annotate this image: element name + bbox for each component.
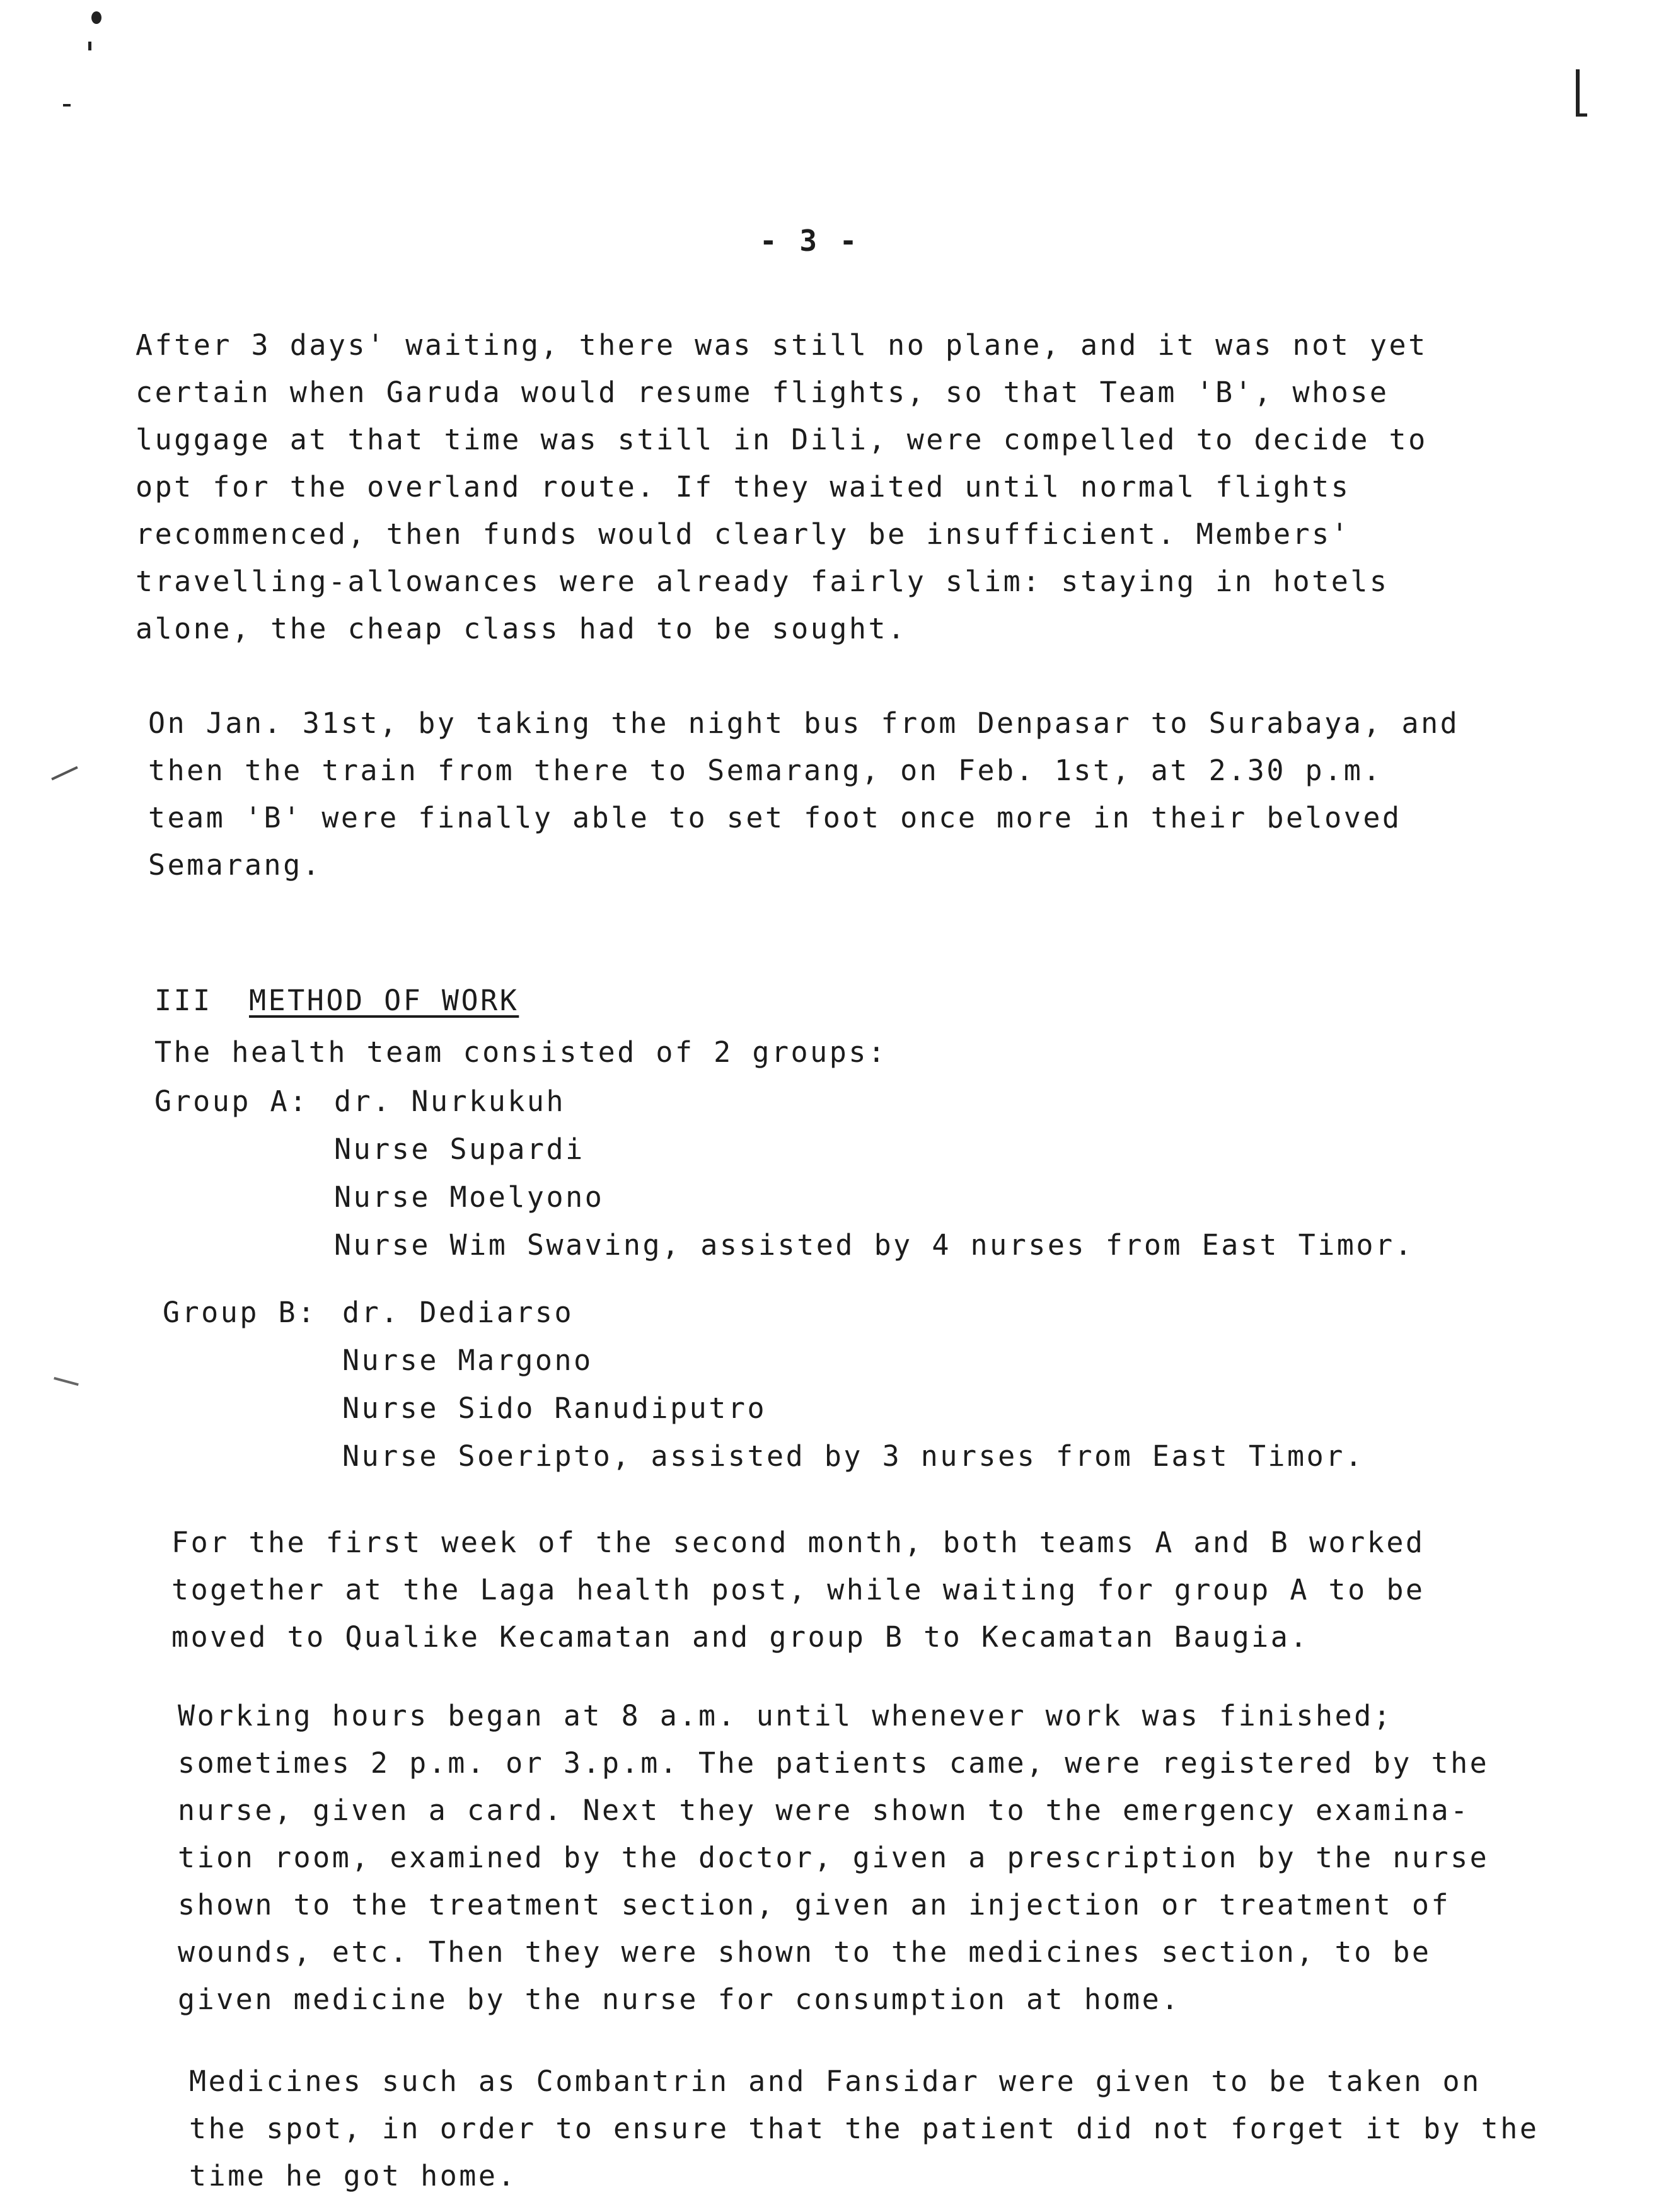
text-line: On Jan. 31st, by taking the night bus from Denpasar to Surabaya, and — [148, 706, 1460, 740]
section-numeral: III — [154, 984, 212, 1017]
text-line: wounds, etc. Then they were shown to the medicines section, to be — [178, 1935, 1431, 1969]
group-member: Nurse Margono — [342, 1344, 593, 1377]
text-line: opt for the overland route. If they waited until normal flights — [136, 470, 1351, 504]
paragraph-first-week — [171, 1519, 1425, 1661]
text-line: For the first week of the second month, both teams A and B worked — [171, 1526, 1425, 1559]
paragraph-luggage — [136, 321, 1428, 652]
group-a-list — [154, 1078, 1414, 1269]
group-b-row — [163, 1385, 1364, 1432]
section-heading — [154, 977, 519, 1024]
scan-mark-top-left-2 — [88, 42, 91, 50]
text-line: given medicine by the nurse for consumption at home. — [178, 1983, 1181, 2016]
text-line: team 'B' were finally able to set foot once more in their beloved — [148, 801, 1402, 834]
text-line: sometimes 2 p.m. or 3.p.m. The patients came, were registered by the — [178, 1746, 1489, 1780]
text-line: then the train from there to Semarang, on Feb. 1st, at 2.30 p.m. — [148, 754, 1382, 787]
text-line: luggage at that time was still in Dili, were compelled to decide to — [136, 423, 1428, 456]
scan-mark-left-curve-2 — [54, 1377, 79, 1386]
group-a-row — [154, 1221, 1414, 1269]
scan-mark-top-right — [1576, 69, 1580, 117]
text-line: time he got home. — [189, 2159, 518, 2192]
text-line: Medicines such as Combantrin and Fansidar were given to be taken on — [189, 2065, 1481, 2098]
text-line: together at the Laga health post, while waiting for group A to be — [171, 1573, 1425, 1606]
group-b-label: Group B: — [163, 1296, 317, 1329]
section-intro — [154, 1028, 888, 1076]
paragraph-journey — [148, 700, 1459, 889]
section-title: METHOD OF WORK — [249, 984, 519, 1017]
group-a-label: Group A: — [154, 1085, 309, 1118]
group-member: dr. Nurkukuh — [334, 1085, 566, 1118]
scan-mark-left-dash — [63, 104, 71, 107]
text-line: Semarang. — [148, 848, 322, 882]
group-b-row — [163, 1337, 1364, 1385]
text-line: Working hours began at 8 a.m. until whenever work was finished; — [178, 1699, 1393, 1732]
page-number: - 3 - — [760, 224, 860, 258]
scan-mark-left-curve — [51, 766, 78, 781]
group-member: Nurse Wim Swaving, assisted by 4 nurses from East Timor. — [334, 1228, 1414, 1262]
text-line: recommenced, then funds would clearly be insufficient. Members' — [136, 517, 1351, 551]
scan-mark-top-left — [91, 11, 101, 24]
group-a-row — [154, 1126, 1414, 1173]
text-line: the spot, in order to ensure that the patient did not forget it by the — [189, 2112, 1539, 2145]
group-b-list — [163, 1289, 1364, 1480]
group-member: Nurse Supardi — [334, 1132, 585, 1166]
text-line: alone, the cheap class had to be sought. — [136, 612, 907, 645]
group-b-row — [163, 1289, 1364, 1337]
text-line: nurse, given a card. Next they were shown to the emergency examina- — [178, 1794, 1470, 1827]
group-b-row — [163, 1432, 1364, 1480]
text-line: certain when Garuda would resume flights, so that Team 'B', whose — [136, 376, 1389, 409]
group-member: dr. Dediarso — [342, 1296, 574, 1329]
text-line: moved to Qualike Kecamatan and group B to Kecamatan Baugia. — [171, 1620, 1309, 1654]
group-member: Nurse Sido Ranudiputro — [342, 1391, 767, 1425]
text-line: tion room, examined by the doctor, given a prescription by the nurse — [178, 1841, 1489, 1874]
text-line: The health team consisted of 2 groups: — [154, 1035, 888, 1069]
paragraph-working-hours — [178, 1692, 1489, 2023]
text-line: shown to the treatment section, given an injection or treatment of — [178, 1888, 1451, 1921]
group-a-row — [154, 1078, 1414, 1126]
scan-mark-top-right-foot — [1576, 113, 1587, 117]
group-member: Nurse Moelyono — [334, 1180, 604, 1214]
group-a-row — [154, 1173, 1414, 1221]
text-line: After 3 days' waiting, there was still no plane, and it was not yet — [136, 328, 1428, 362]
group-member: Nurse Soeripto, assisted by 3 nurses from East Timor. — [342, 1439, 1365, 1473]
text-line: travelling-allowances were already fairly slim: staying in hotels — [136, 565, 1389, 598]
paragraph-medicines — [189, 2058, 1539, 2199]
